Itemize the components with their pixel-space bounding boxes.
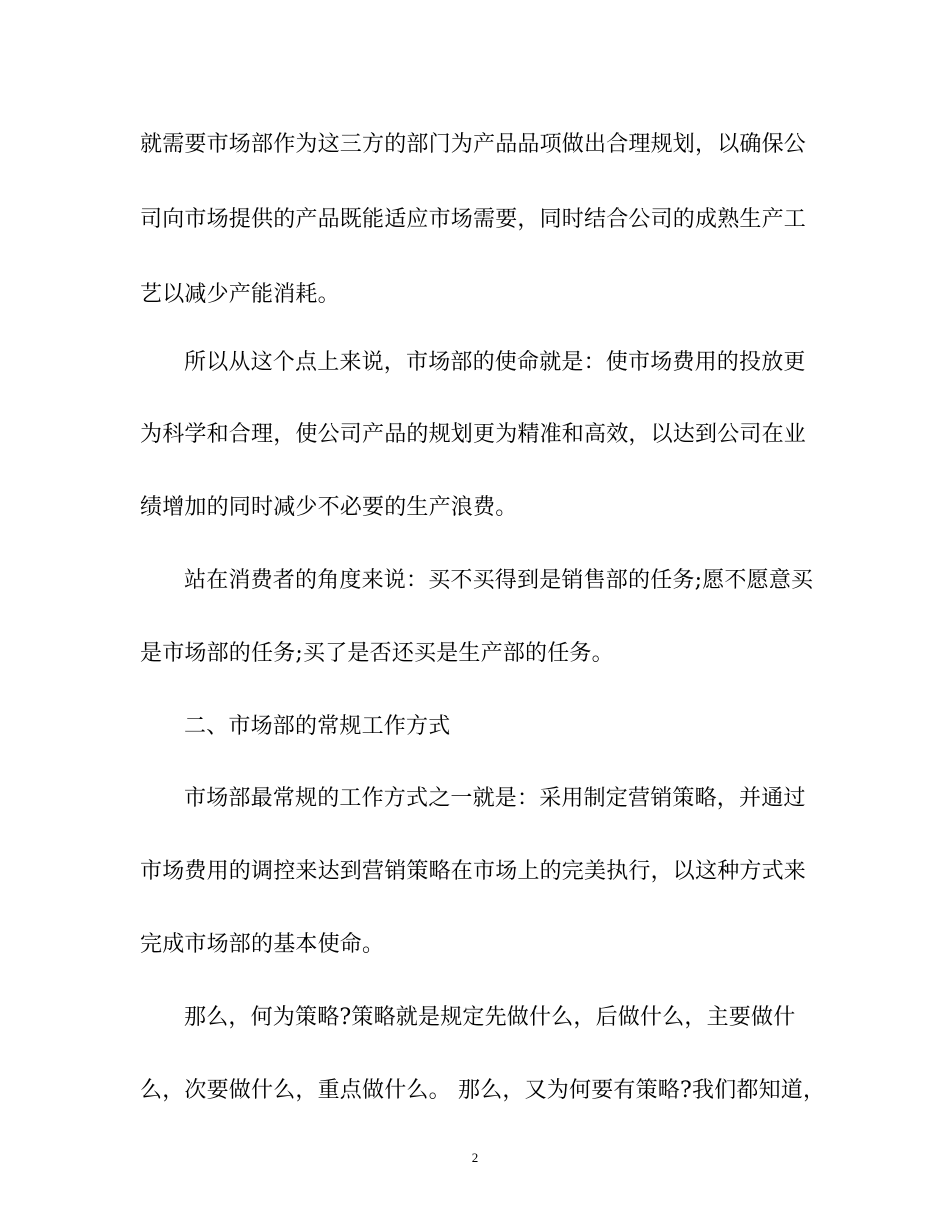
page-number: 2 — [471, 1150, 479, 1165]
text-line-2: 司向市场提供的产品既能适应市场需要，同时结合公司的成熟生产工 — [140, 207, 807, 232]
text-line-10: 市场部最常规的工作方式之一就是：采用制定营销策略，并通过 — [184, 786, 806, 811]
text-line-6: 绩增加的同时减少不必要的生产浪费。 — [140, 495, 518, 520]
text-line-11: 市场费用的调控来达到营销策略在市场上的完美执行，以这种方式来 — [140, 859, 807, 884]
text-line-13: 那么，何为策略?策略就是规定先做什么，后做什么，主要做什 — [184, 1005, 796, 1030]
text-line-5: 为科学和合理，使公司产品的规划更为精准和高效，以达到公司在业 — [140, 422, 807, 447]
text-line-1: 就需要市场部作为这三方的部门为产品品项做出合理规划，以确保公 — [140, 132, 807, 157]
text-line-3: 艺以减少产能消耗。 — [140, 282, 340, 307]
text-line-4: 所以从这个点上来说，市场部的使命就是：使市场费用的投放更 — [184, 350, 806, 375]
text-line-8: 是市场部的任务;买了是否还买是生产部的任务。 — [140, 641, 614, 666]
text-line-14: 么，次要做什么，重点做什么。 那么，又为何要有策略?我们都知道， — [140, 1078, 826, 1103]
text-line-7: 站在消费者的角度来说：买不买得到是销售部的任务;愿不愿意买 — [184, 568, 814, 593]
section-heading: 二、市场部的常规工作方式 — [184, 714, 451, 739]
text-line-12: 完成市场部的基本使命。 — [140, 932, 385, 957]
